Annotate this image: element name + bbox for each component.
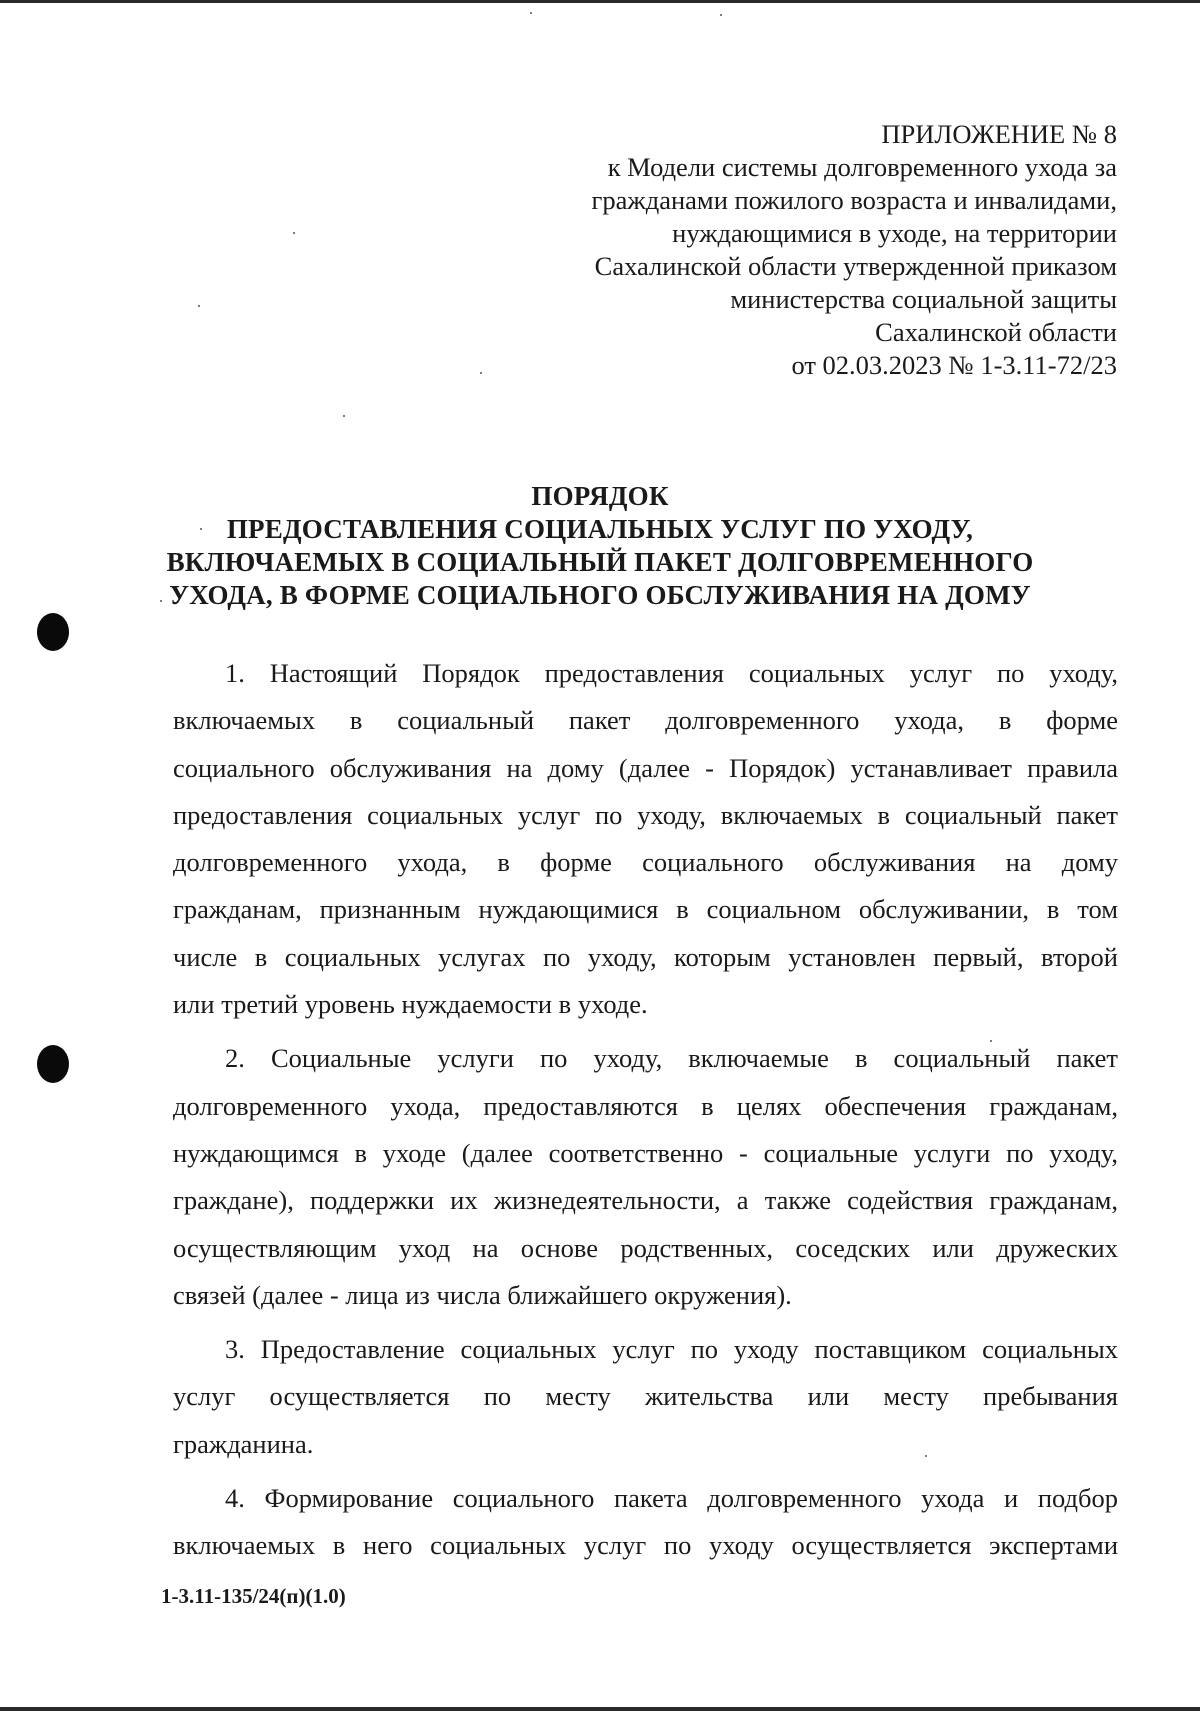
appendix-line: Сахалинской области утвержденной приказом xyxy=(594,251,1117,281)
appendix-line: ПРИЛОЖЕНИЕ № 8 xyxy=(881,119,1117,149)
text-line: долговременного ухода, предоставляются в целях обеспечения гражданам, xyxy=(173,1090,1118,1121)
text-line: включаемых в него социальных услуг по уходу осуществляется экспертами xyxy=(173,1530,1118,1561)
title-line: ВКЛЮЧАЕМЫХ В СОЦИАЛЬНЫЙ ПАКЕТ ДОЛГОВРЕМЕННОГО xyxy=(166,547,1034,577)
title-line: ПРЕДОСТАВЛЕНИЯ СОЦИАЛЬНЫХ УСЛУГ ПО УХОДУ, xyxy=(226,514,974,544)
text-line: включаемых в социальный пакет долговременного ухода, в форме xyxy=(173,705,1118,736)
scan-speck xyxy=(530,12,532,14)
text-line: гражданина. xyxy=(173,1428,314,1459)
scan-speck xyxy=(480,372,482,374)
scan-speck xyxy=(198,305,200,307)
appendix-line: нуждающимися в уходе, на территории xyxy=(672,218,1117,248)
appendix-line: гражданами пожилого возраста и инвалидами, xyxy=(591,185,1117,215)
text-line: услуг осуществляется по месту жительства или месту пребывания xyxy=(173,1381,1118,1412)
appendix-line: от 02.03.2023 № 1-3.11-72/23 xyxy=(791,350,1117,380)
scan-speck xyxy=(343,415,345,417)
appendix-header xyxy=(520,118,1117,382)
text-line: 3. Предоставление социальных услуг по уходу поставщиком социальных xyxy=(225,1334,1118,1365)
punch-hole xyxy=(37,1045,69,1083)
text-line: числе в социальных услугах по уходу, которым установлен первый, второй xyxy=(173,941,1118,972)
paragraph-4 xyxy=(173,1475,1118,1570)
document-body xyxy=(173,650,1118,1570)
text-line: долговременного ухода, в форме социального обслуживания на дому xyxy=(173,847,1118,878)
text-line: 4. Формирование социального пакета долговременного ухода и подбор xyxy=(225,1483,1118,1514)
text-line: 1. Настоящий Порядок предоставления социальных услуг по уходу, xyxy=(225,658,1118,688)
appendix-line: к Модели системы долговременного ухода за xyxy=(607,152,1117,182)
title-line: ПОРЯДОК xyxy=(531,481,669,511)
document-code: 1-3.11-135/24(п)(1.0) xyxy=(161,1584,346,1608)
scan-top-edge xyxy=(0,0,1200,3)
scan-speck xyxy=(720,14,722,16)
text-line: гражданам, признанным нуждающимися в социальном обслуживании, в том xyxy=(173,894,1118,925)
title-line: УХОДА, В ФОРМЕ СОЦИАЛЬНОГО ОБСЛУЖИВАНИЯ НА ДОМУ xyxy=(169,580,1031,610)
text-line: 2. Социальные услуги по уходу, включаемые в социальный пакет xyxy=(225,1043,1118,1074)
paragraph-1 xyxy=(173,650,1118,1028)
text-line: осуществляющим уход на основе родственных, соседских или дружеских xyxy=(173,1232,1118,1263)
text-line: связей (далее - лица из числа ближайшего окружения). xyxy=(173,1279,792,1310)
text-line: граждане), поддержки их жизнедеятельности, а также содействия гражданам, xyxy=(173,1185,1118,1216)
scan-speck xyxy=(293,232,295,234)
text-line: предоставления социальных услуг по уходу, включаемых в социальный пакет xyxy=(173,799,1118,830)
text-line: нуждающимся в уходе (далее соответственно - социальные услуги по уходу, xyxy=(173,1137,1118,1168)
paragraph-3 xyxy=(173,1326,1118,1468)
appendix-line: Сахалинской области xyxy=(875,317,1117,347)
punch-hole xyxy=(37,613,69,651)
document-title xyxy=(120,480,1080,612)
paragraph-2 xyxy=(173,1035,1118,1319)
scan-bottom-edge xyxy=(0,1707,1200,1711)
appendix-line: министерства социальной защиты xyxy=(730,284,1117,314)
text-line: или третий уровень нуждаемости в уходе. xyxy=(173,989,648,1020)
text-line: социального обслуживания на дому (далее - Порядок) устанавливает правила xyxy=(173,752,1118,783)
